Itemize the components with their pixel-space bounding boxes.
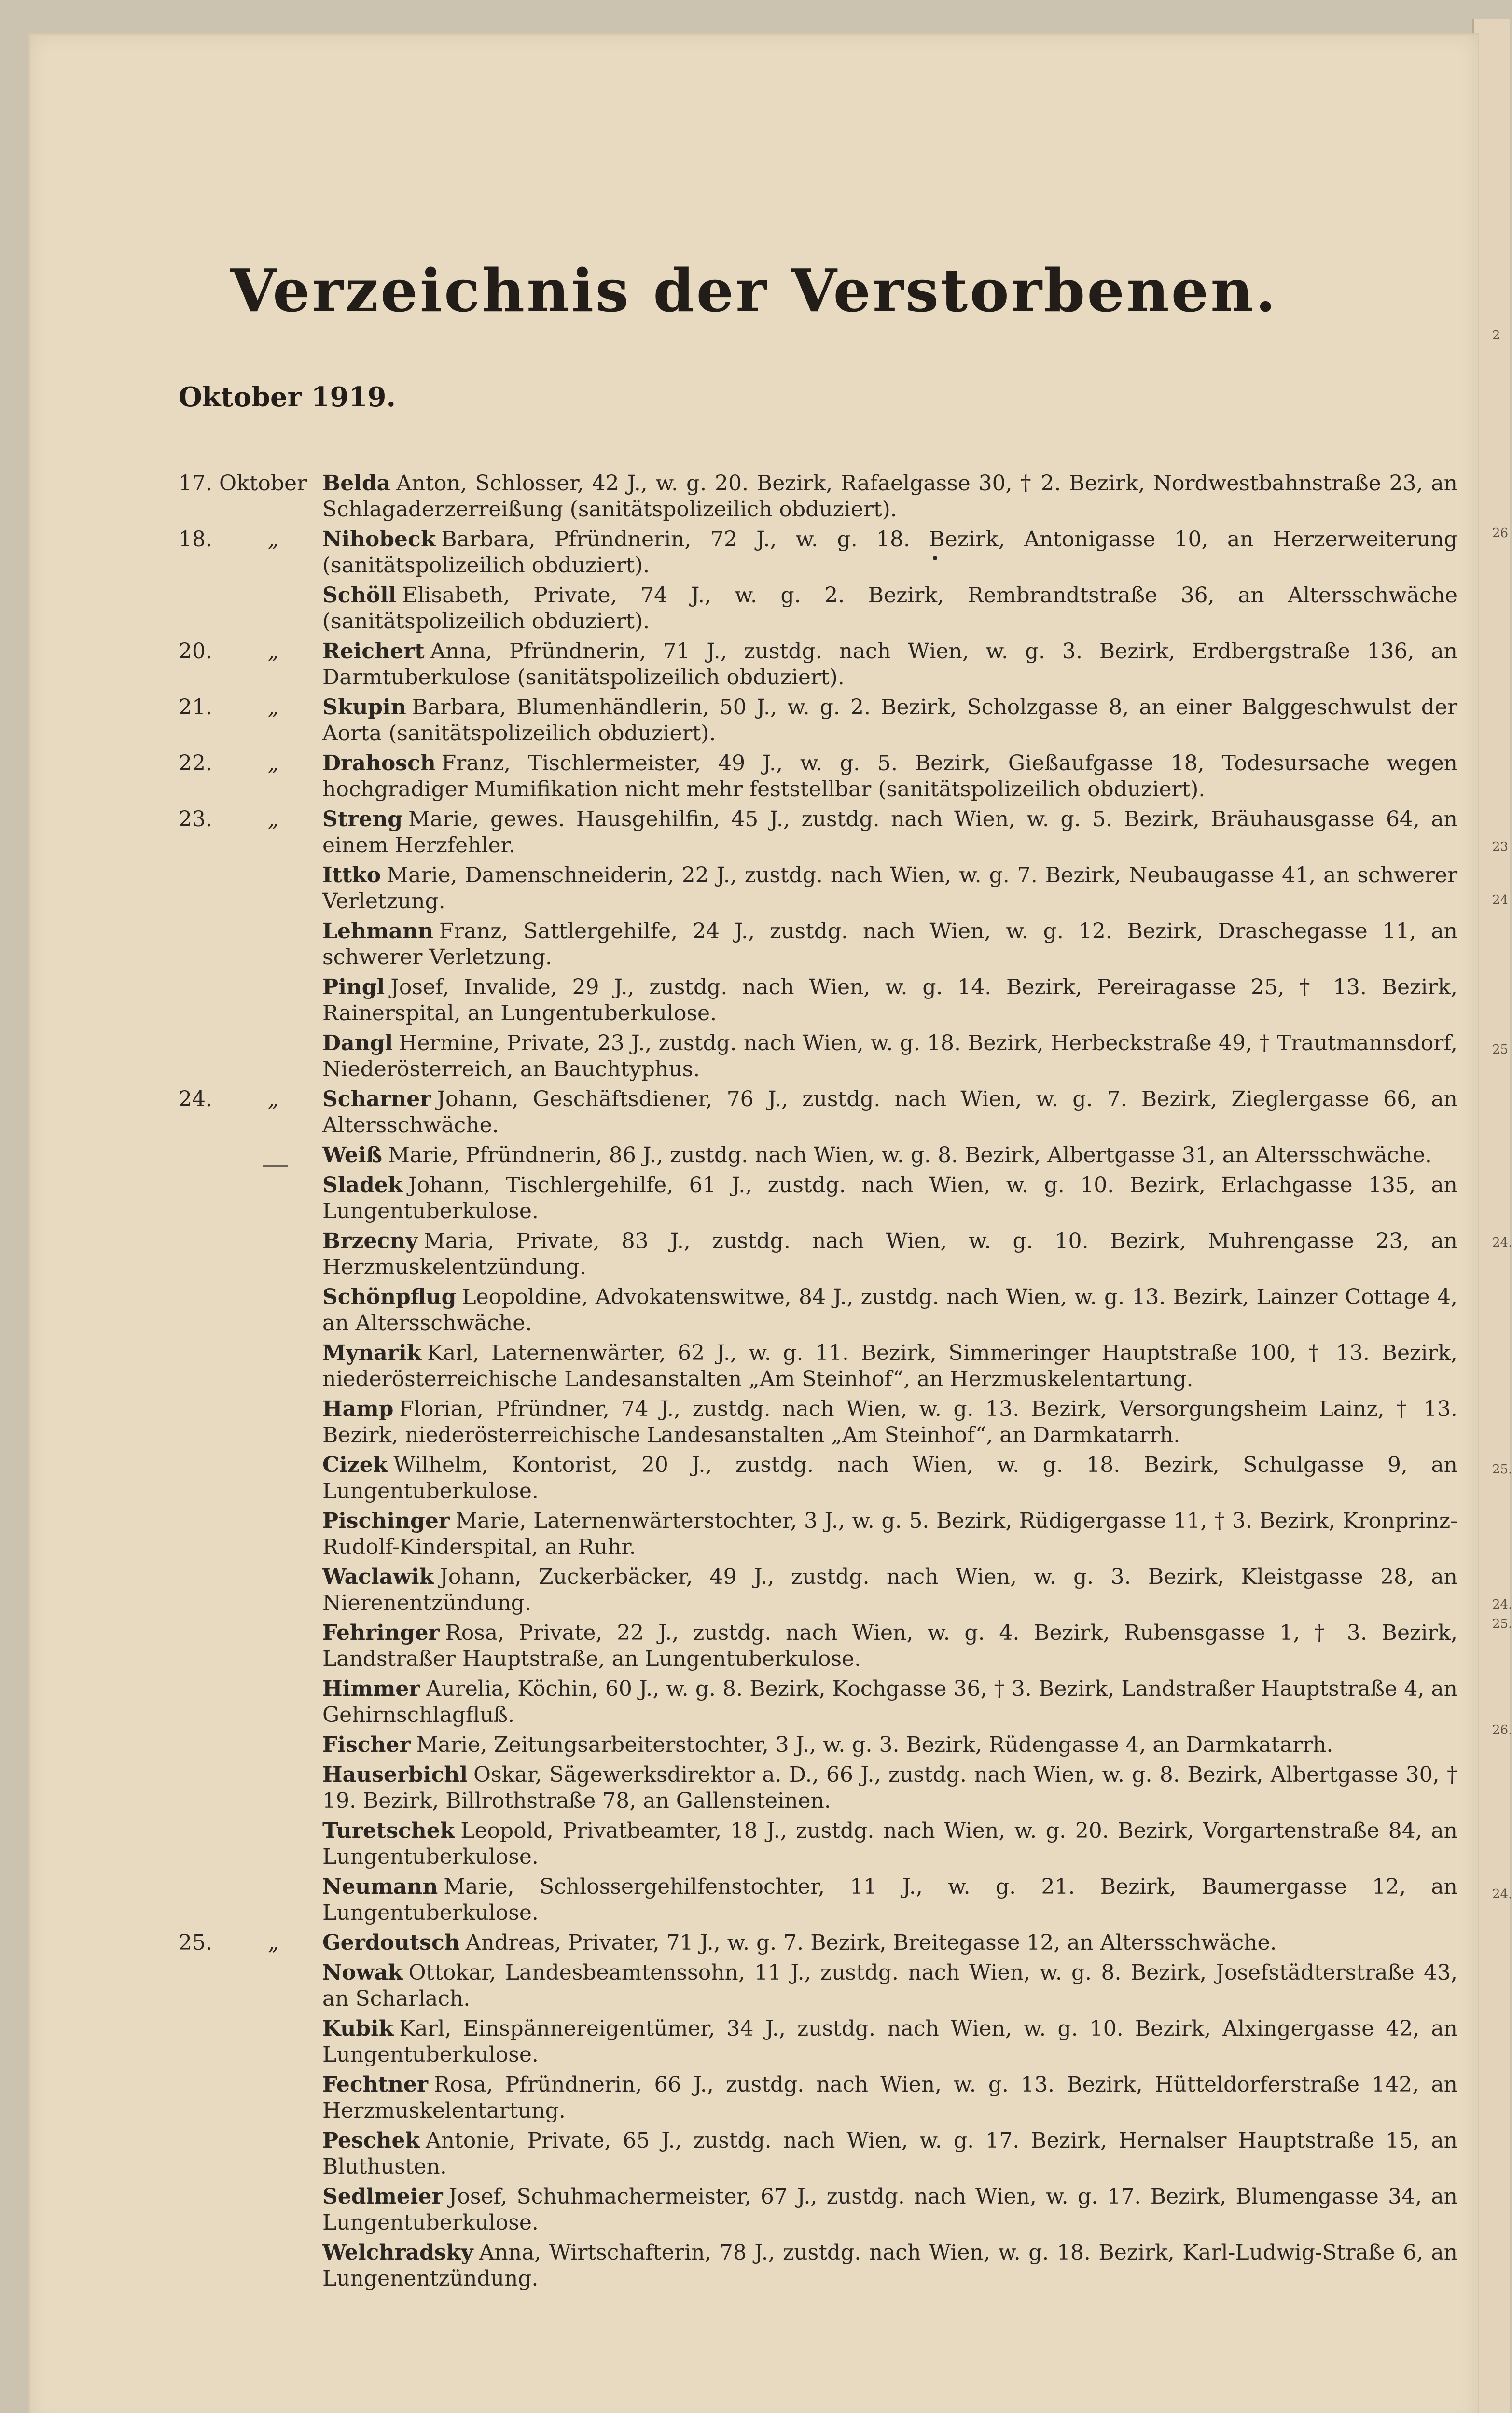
ditto-mark: „ xyxy=(268,751,279,776)
entry-text xyxy=(322,582,1457,635)
month-heading: Oktober 1919. xyxy=(179,381,396,413)
entry-details: Marie, Schlossergehilfenstochter, 11 J., w. g. 21. Bezirk, Baumergasse 12, an Lungentuberkulose. xyxy=(322,1874,1457,1925)
entry-details: Barbara, Pfründnerin, 72 J., w. g. 18. Bezirk, Antonigasse 10, an Herzerweiterung (sanitätspolizeilich obduziert). xyxy=(322,527,1457,578)
death-entry xyxy=(0,638,1508,691)
entry-date: 20. xyxy=(179,639,212,664)
death-entry xyxy=(0,1564,1508,1616)
entry-date: 25. xyxy=(179,1930,212,1955)
entry-surname: Weiß xyxy=(322,1143,382,1167)
death-entry xyxy=(0,1508,1508,1560)
entry-surname: Hauserbichl xyxy=(322,1762,468,1787)
adjacent-page-number: 25. xyxy=(1492,1462,1512,1477)
entry-date: 22. xyxy=(179,751,212,776)
entry-surname: Welchradsky xyxy=(322,2240,473,2265)
entry-details: Marie, Laternenwärterstochter, 3 J., w. g. 5. Bezirk, Rüdigergasse 11, † 3. Bezirk, Kronprinz-Rudolf-Kinderspital, an Ruhr. xyxy=(322,1509,1457,1559)
death-entry xyxy=(0,2072,1508,2124)
death-entry xyxy=(0,2184,1508,2236)
adjacent-page-number: 2 xyxy=(1492,328,1500,343)
entry-surname: Gerdoutsch xyxy=(322,1930,460,1955)
adjacent-page-number: 24. xyxy=(1492,1235,1512,1250)
entry-details: Maria, Private, 83 J., zustdg. nach Wien, w. g. 10. Bezirk, Muhrengasse 23, an Herzmuskelentzündung. xyxy=(322,1229,1457,1279)
death-entry xyxy=(0,1676,1508,1728)
entry-details: Antonie, Private, 65 J., zustdg. nach Wien, w. g. 17. Bezirk, Hernalser Hauptstraße 15, an Bluthusten. xyxy=(322,2128,1457,2179)
death-entry xyxy=(0,1960,1508,2012)
entry-surname: Himmer xyxy=(322,1677,420,1701)
adjacent-page-number: 25 xyxy=(1492,1042,1509,1057)
death-entry xyxy=(0,1930,1508,1956)
entry-surname: Lehmann xyxy=(322,919,433,943)
adjacent-page-number: 26. xyxy=(1492,1723,1512,1737)
ditto-mark: „ xyxy=(268,639,279,664)
adjacent-page-number: 23 xyxy=(1492,840,1509,854)
adjacent-page-number: 24. xyxy=(1492,1597,1512,1612)
entry-text xyxy=(322,1874,1457,1926)
entry-surname: Streng xyxy=(322,807,403,832)
death-entry xyxy=(0,1620,1508,1672)
entry-details: Marie, Pfründnerin, 86 J., zustdg. nach Wien, w. g. 8. Bezirk, Albertgasse 31, an Altersschwäche. xyxy=(388,1143,1432,1167)
entry-text xyxy=(322,750,1457,803)
entry-details: Leopoldine, Advokatenswitwe, 84 J., zustdg. nach Wien, w. g. 13. Bezirk, Lainzer Cottage 4, an Altersschwäche. xyxy=(322,1285,1457,1335)
entry-details: Barbara, Blumenhändlerin, 50 J., w. g. 2. Bezirk, Scholzgasse 8, an einer Balggeschwulst der Aorta (sanitätspolizeilich obduziert). xyxy=(322,695,1457,746)
death-entry xyxy=(0,527,1508,579)
entry-details: Marie, Zeitungsarbeiterstochter, 3 J., w. g. 3. Bezirk, Rüdengasse 4, an Darmkatarrh. xyxy=(416,1733,1333,1757)
entry-text xyxy=(322,1340,1457,1392)
adjacent-page-number: 26 xyxy=(1492,526,1509,541)
adjacent-page-number: 24 xyxy=(1492,893,1509,907)
entry-text xyxy=(322,694,1457,747)
entry-details: Josef, Invalide, 29 J., zustdg. nach Wien, w. g. 14. Bezirk, Pereiragasse 25, † 13. Bezirk, Rainerspital, an Lungentuberkulose. xyxy=(322,975,1457,1026)
entry-surname: Hamp xyxy=(322,1397,394,1421)
entry-surname: Sedlmeier xyxy=(322,2184,443,2209)
entry-details: Josef, Schuhmachermeister, 67 J., zustdg. nach Wien, w. g. 17. Bezirk, Blumengasse 34, an Lungentuberkulose. xyxy=(322,2184,1457,2235)
entry-text xyxy=(322,2240,1457,2292)
entry-details: Marie, gewes. Hausgehilfin, 45 J., zustdg. nach Wien, w. g. 5. Bezirk, Bräuhausgasse 64, an einem Herzfehler. xyxy=(322,807,1457,858)
entry-text xyxy=(322,1086,1457,1138)
entry-details: Elisabeth, Private, 74 J., w. g. 2. Bezirk, Rembrandtstraße 36, an Altersschwäche (sanitätspolizeilich obduziert). xyxy=(322,583,1457,634)
death-entry xyxy=(0,1874,1508,1926)
entry-surname: Neumann xyxy=(322,1874,438,1899)
ditto-mark: „ xyxy=(268,527,279,552)
entry-surname: Waclawik xyxy=(322,1565,434,1589)
ditto-mark: „ xyxy=(268,695,279,720)
entry-text xyxy=(322,1620,1457,1672)
entry-text xyxy=(322,1508,1457,1560)
entry-surname: Belda xyxy=(322,471,391,496)
entry-date: 24. xyxy=(179,1087,212,1111)
page-title: Verzeichnis der Verstorbenen. xyxy=(230,256,1278,325)
death-entry xyxy=(0,582,1508,635)
death-entry xyxy=(0,1732,1508,1758)
entry-text xyxy=(322,918,1457,971)
ditto-mark: „ xyxy=(268,1930,279,1955)
entry-details: Florian, Pfründner, 74 J., zustdg. nach Wien, w. g. 13. Bezirk, Versorgungsheim Lainz, † 13. Bezirk, niederösterreichische Landesanstalten „Am Steinhof“, an Darmkatarrh. xyxy=(322,1397,1457,1447)
entry-text xyxy=(322,1818,1457,1870)
entry-date: 17. Oktober xyxy=(179,471,307,496)
entry-surname: Sladek xyxy=(322,1173,403,1197)
death-entry xyxy=(0,1284,1508,1336)
entry-details: Franz, Tischlermeister, 49 J., w. g. 5. Bezirk, Gießaufgasse 18, Todesursache wegen hochgradiger Mumifikation nicht mehr feststellbar (sanitätspolizeilich obduziert). xyxy=(322,751,1457,802)
ditto-mark: „ xyxy=(268,1087,279,1111)
entry-details: Leopold, Privatbeamter, 18 J., zustdg. nach Wien, w. g. 20. Bezirk, Vorgartenstraße 84, an Lungentuberkulose. xyxy=(322,1818,1457,1869)
entry-text xyxy=(322,1762,1457,1814)
entry-date: 18. xyxy=(179,527,212,552)
entry-text xyxy=(322,1284,1457,1336)
death-entry xyxy=(0,2016,1508,2068)
death-entry xyxy=(0,1762,1508,1814)
entry-text xyxy=(322,638,1457,691)
death-entry xyxy=(0,1030,1508,1082)
death-entry xyxy=(0,1452,1508,1504)
stray-dash xyxy=(263,1165,288,1167)
entry-text xyxy=(322,527,1457,579)
entry-surname: Dangl xyxy=(322,1031,393,1055)
entry-surname: Schönpflug xyxy=(322,1285,457,1309)
entry-details: Johann, Zuckerbäcker, 49 J., zustdg. nach Wien, w. g. 3. Bezirk, Kleistgasse 28, an Nierenentzündung. xyxy=(322,1565,1457,1615)
entry-text xyxy=(322,471,1457,523)
death-entry xyxy=(0,918,1508,971)
entry-text xyxy=(322,1030,1457,1082)
death-entry xyxy=(0,2128,1508,2180)
entry-text xyxy=(322,806,1457,859)
entry-details: Marie, Damenschneiderin, 22 J., zustdg. nach Wien, w. g. 7. Bezirk, Neubaugasse 41, an schwerer Verletzung. xyxy=(322,863,1457,914)
entry-surname: Fehringer xyxy=(322,1621,440,1645)
death-entry xyxy=(0,974,1508,1026)
entry-surname: Drahosch xyxy=(322,751,436,776)
entry-details: Andreas, Privater, 71 J., w. g. 7. Bezirk, Breitegasse 12, an Altersschwäche. xyxy=(465,1930,1277,1955)
entry-text xyxy=(322,1930,1457,1956)
death-entry xyxy=(0,862,1508,915)
ditto-mark: „ xyxy=(268,807,279,832)
entry-details: Franz, Sattlergehilfe, 24 J., zustdg. nach Wien, w. g. 12. Bezirk, Draschegasse 11, an schwerer Verletzung. xyxy=(322,919,1457,970)
entry-surname: Reichert xyxy=(322,639,425,664)
entry-surname: Mynarik xyxy=(322,1341,422,1365)
death-entry xyxy=(0,1172,1508,1224)
entry-details: Oskar, Sägewerksdirektor a. D., 66 J., zustdg. nach Wien, w. g. 8. Bezirk, Albertgasse 30, † 19. Bezirk, Billrothstraße 78, an Gallensteinen. xyxy=(322,1762,1457,1813)
death-entry xyxy=(0,1396,1508,1448)
entry-details: Rosa, Pfründnerin, 66 J., zustdg. nach Wien, w. g. 13. Bezirk, Hütteldorferstraße 142, an Herzmuskelentartung. xyxy=(322,2072,1457,2123)
entry-surname: Turetschek xyxy=(322,1818,455,1843)
entry-details: Anton, Schlosser, 42 J., w. g. 20. Bezirk, Rafaelgasse 30, † 2. Bezirk, Nordwestbahnstraße 23, an Schlagaderzerreißung (sanitätspolizeilich obduziert). xyxy=(322,471,1457,522)
entry-surname: Peschek xyxy=(322,2128,420,2153)
entry-details: Ottokar, Landesbeamtenssohn, 11 J., zustdg. nach Wien, w. g. 8. Bezirk, Josefstädterstraße 43, an Scharlach. xyxy=(322,1960,1457,2011)
entry-text xyxy=(322,1452,1457,1504)
death-entry xyxy=(0,2240,1508,2292)
entry-text xyxy=(322,2072,1457,2124)
entry-details: Aurelia, Köchin, 60 J., w. g. 8. Bezirk, Kochgasse 36, † 3. Bezirk, Landstraßer Hauptstraße 4, an Gehirnschlagfluß. xyxy=(322,1677,1457,1727)
entry-details: Wilhelm, Kontorist, 20 J., zustdg. nach Wien, w. g. 18. Bezirk, Schulgasse 9, an Lungentuberkulose. xyxy=(322,1453,1457,1503)
entry-surname: Schöll xyxy=(322,583,397,608)
entry-surname: Pingl xyxy=(322,975,385,999)
entry-text xyxy=(322,2184,1457,2236)
entry-text xyxy=(322,1172,1457,1224)
entry-surname: Nihobeck xyxy=(322,527,436,552)
death-entry xyxy=(0,1818,1508,1870)
death-entry xyxy=(0,1228,1508,1280)
entry-surname: Nowak xyxy=(322,1960,403,1985)
entry-details: Hermine, Private, 23 J., zustdg. nach Wien, w. g. 18. Bezirk, Herbeckstraße 49, † Trautmannsdorf, Niederösterreich, an Bauchtyphus. xyxy=(322,1031,1457,1082)
entry-surname: Skupin xyxy=(322,695,406,720)
death-entry xyxy=(0,1086,1508,1138)
entry-text xyxy=(322,1676,1457,1728)
entry-text xyxy=(322,1732,1457,1758)
entry-details: Anna, Wirtschafterin, 78 J., zustdg. nach Wien, w. g. 18. Bezirk, Karl-Ludwig-Straße 6, an Lungenentzündung. xyxy=(322,2240,1457,2291)
death-entry xyxy=(0,471,1508,523)
entry-surname: Brzecny xyxy=(322,1229,418,1253)
adjacent-page-number: 24. xyxy=(1492,1887,1512,1901)
entry-text xyxy=(322,1228,1457,1280)
entry-text xyxy=(322,2016,1457,2068)
death-entry xyxy=(0,694,1508,747)
entry-text xyxy=(322,2128,1457,2180)
entry-surname: Ittko xyxy=(322,863,381,888)
entry-text xyxy=(322,862,1457,915)
entry-details: Rosa, Private, 22 J., zustdg. nach Wien, w. g. 4. Bezirk, Rubensgasse 1, † 3. Bezirk, Landstraßer Hauptstraße, an Lungentuberkulose. xyxy=(322,1621,1457,1671)
entry-date: 23. xyxy=(179,807,212,832)
death-entry xyxy=(0,1340,1508,1392)
entry-text xyxy=(322,1396,1457,1448)
entry-surname: Cizek xyxy=(322,1453,388,1477)
entries-list xyxy=(0,471,1508,2296)
entry-surname: Scharner xyxy=(322,1087,431,1111)
entry-date: 21. xyxy=(179,695,212,720)
entry-text xyxy=(322,1142,1457,1168)
entry-text xyxy=(322,974,1457,1026)
entry-surname: Fischer xyxy=(322,1733,411,1757)
entry-text xyxy=(322,1564,1457,1616)
entry-details: Karl, Einspännereigentümer, 34 J., zustdg. nach Wien, w. g. 10. Bezirk, Alxingergasse 42, an Lungentuberkulose. xyxy=(322,2016,1457,2067)
entry-surname: Pischinger xyxy=(322,1509,450,1533)
death-entry xyxy=(0,750,1508,803)
adjacent-page-number: 25. xyxy=(1492,1617,1512,1631)
stray-dot xyxy=(933,556,937,560)
entry-details: Karl, Laternenwärter, 62 J., w. g. 11. Bezirk, Simmeringer Hauptstraße 100, † 13. Bezirk, niederösterreichische Landesanstalten „Am Steinhof“, an Herzmuskelentartung. xyxy=(322,1341,1457,1391)
death-entry xyxy=(0,1142,1508,1168)
entry-details: Johann, Tischlergehilfe, 61 J., zustdg. nach Wien, w. g. 10. Bezirk, Erlachgasse 135, an Lungentuberkulose. xyxy=(322,1173,1457,1223)
entry-details: Johann, Geschäftsdiener, 76 J., zustdg. nach Wien, w. g. 7. Bezirk, Zieglergasse 66, an Altersschwäche. xyxy=(322,1087,1457,1137)
entry-text xyxy=(322,1960,1457,2012)
death-entry xyxy=(0,806,1508,859)
entry-details: Anna, Pfründnerin, 71 J., zustdg. nach Wien, w. g. 3. Bezirk, Erdbergstraße 136, an Darmtuberkulose (sanitätspolizeilich obduziert). xyxy=(322,639,1457,690)
entry-surname: Fechtner xyxy=(322,2072,429,2097)
entry-surname: Kubik xyxy=(322,2016,394,2041)
